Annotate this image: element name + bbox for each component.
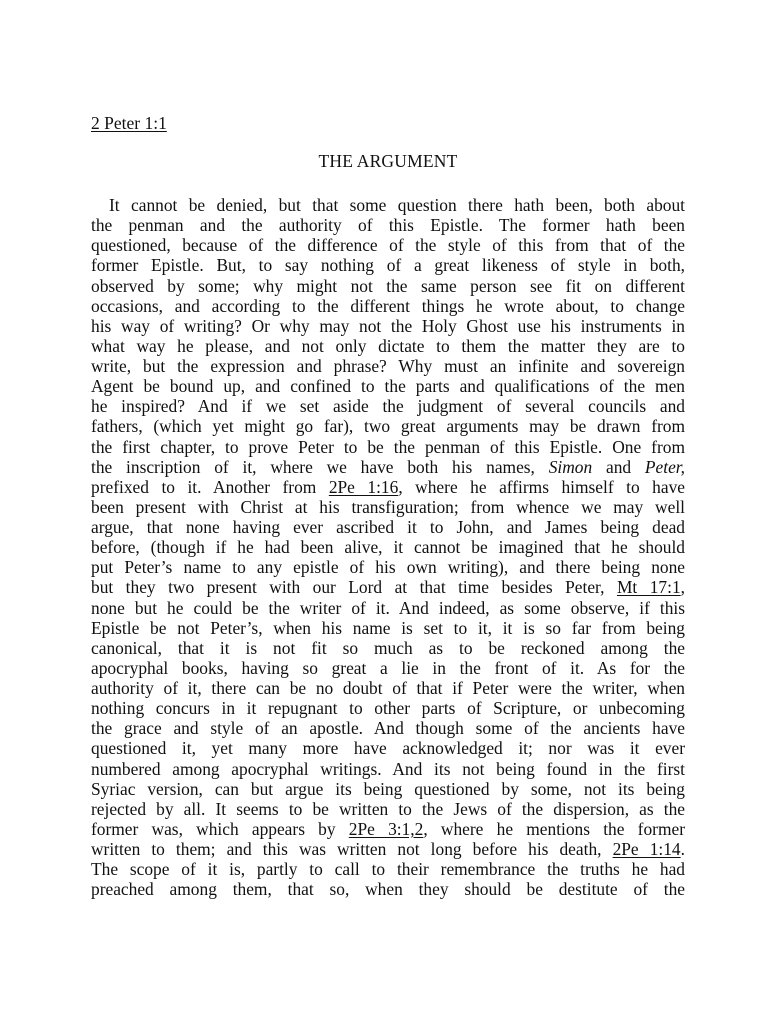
- text-segment: been present with Christ at his transfiguration; from whence we may well: [91, 496, 685, 517]
- text-line: [91, 738, 685, 758]
- text-segment: numbered among apocryphal writings. And its not being found in the first: [91, 758, 685, 779]
- text-segment: ,: [680, 577, 685, 598]
- text-segment: none but he could be the writer of it. And indeed, as some observe, if this: [91, 597, 685, 618]
- text-segment: fathers, (which yet might go far), two great arguments may be drawn from: [91, 416, 685, 437]
- text-segment: what way he please, and not only dictate to them the matter they are to: [91, 335, 685, 356]
- text-line: [91, 698, 685, 718]
- scripture-reference-heading[interactable]: 2 Peter 1:1: [91, 113, 167, 133]
- text-segment: the grace and style of an apostle. And though some of the ancients have: [91, 718, 685, 739]
- italic-name: Simon: [548, 456, 593, 477]
- text-line: [91, 235, 685, 255]
- text-line: [91, 477, 685, 497]
- text-line: [91, 879, 685, 899]
- text-line: [91, 678, 685, 698]
- text-segment: preached among them, that so, when they should be destitute of the: [91, 879, 685, 900]
- text-segment: Epistle be not Peter’s, when his name is set to it, it is so far from being: [91, 617, 685, 638]
- text-line: [91, 296, 685, 316]
- text-line: [91, 316, 685, 336]
- text-segment: the first chapter, to prove Peter to be the penman of this Epistle. One from: [91, 436, 685, 457]
- text-line: [91, 497, 685, 517]
- text-line: [91, 537, 685, 557]
- text-line: [91, 517, 685, 537]
- italic-name: Peter,: [644, 456, 685, 477]
- text-segment: the penman and the authority of this Epistle. The former hath been: [91, 215, 685, 236]
- text-segment: authority of it, there can be no doubt of that if Peter were the writer, when: [91, 678, 685, 698]
- text-segment: rejected by all. It seems to be written to the Jews of the dispersion, as the: [91, 798, 685, 819]
- text-segment: the inscription of it, where we have both his names,: [91, 456, 549, 477]
- text-segment: put Peter’s name to any epistle of his own writing), and there being none: [91, 557, 685, 578]
- text-line: [91, 457, 685, 477]
- text-segment: write, but the expression and phrase? Why must an infinite and sovereign: [91, 356, 685, 376]
- text-segment: apocryphal books, having so great a lie in the front of it. As for the: [91, 657, 685, 678]
- text-segment: canonical, that it is not fit so much as to be reckoned among the: [91, 637, 685, 658]
- text-line: [91, 819, 685, 839]
- text-segment: .: [680, 839, 685, 859]
- text-line: [91, 557, 685, 577]
- text-line: [91, 718, 685, 738]
- text-line: [91, 215, 685, 235]
- text-line: [91, 598, 685, 618]
- text-line: [91, 437, 685, 457]
- text-segment: he inspired? And if we set aside the judgment of several councils and: [91, 396, 685, 417]
- scripture-reference-link[interactable]: 2Pe 3:1,2: [348, 818, 424, 839]
- text-line: [91, 779, 685, 799]
- text-line: [91, 356, 685, 376]
- text-segment: , where he mentions the former: [423, 818, 685, 839]
- text-segment: The scope of it is, partly to call to their remembrance the truths he had: [91, 859, 685, 880]
- text-segment: , where he affirms himself to have: [398, 476, 685, 497]
- argument-paragraph: [91, 195, 685, 899]
- text-segment: It cannot be denied, but that some question there hath been, both about: [109, 195, 685, 215]
- text-segment: former was, which appears by: [91, 818, 349, 839]
- scripture-reference-link[interactable]: Mt 17:1: [616, 577, 681, 598]
- text-line: [91, 276, 685, 296]
- text-segment: Syriac version, can but argue its being questioned by some, not its being: [91, 778, 685, 799]
- text-segment: before, (though if he had been alive, it cannot be imagined that he should: [91, 537, 685, 558]
- text-line: [91, 618, 685, 638]
- text-line: [91, 195, 685, 215]
- text-segment: former Epistle. But, to say nothing of a great likeness of style in both,: [91, 255, 685, 276]
- text-segment: questioned it, yet many more have acknowledged it; nor was it ever: [91, 738, 685, 759]
- text-line: [91, 396, 685, 416]
- text-line: [91, 577, 685, 597]
- text-segment: prefixed to it. Another from: [91, 476, 329, 497]
- text-segment: questioned, because of the difference of the style of this from that of the: [91, 235, 685, 256]
- text-line: [91, 255, 685, 275]
- text-segment: his way of writing? Or why may not the Holy Ghost use his instruments in: [91, 315, 685, 336]
- scripture-reference-link[interactable]: 2Pe 1:14: [612, 839, 681, 859]
- text-segment: occasions, and according to the different things he wrote about, to change: [91, 295, 685, 316]
- text-line: [91, 336, 685, 356]
- text-segment: Agent be bound up, and confined to the parts and qualifications of the men: [91, 376, 685, 397]
- text-segment: but they two present with our Lord at that time besides Peter,: [91, 577, 617, 598]
- text-line: [91, 376, 685, 396]
- text-segment: observed by some; why might not the same person see fit on different: [91, 275, 685, 296]
- scripture-reference-link[interactable]: 2Pe 1:16: [328, 476, 399, 497]
- text-line: [91, 759, 685, 779]
- text-line: [91, 638, 685, 658]
- section-title: THE ARGUMENT: [318, 151, 458, 171]
- text-line: [91, 799, 685, 819]
- text-segment: argue, that none having ever ascribed it to John, and James being dead: [91, 517, 685, 537]
- text-line: [91, 658, 685, 678]
- text-segment: and: [592, 456, 645, 477]
- text-segment: written to them; and this was written not long before his death,: [91, 839, 613, 859]
- text-segment: nothing concurs in it repugnant to other parts of Scripture, or unbecoming: [91, 698, 685, 719]
- text-line: [91, 416, 685, 436]
- text-line: [91, 859, 685, 879]
- text-line: [91, 839, 685, 859]
